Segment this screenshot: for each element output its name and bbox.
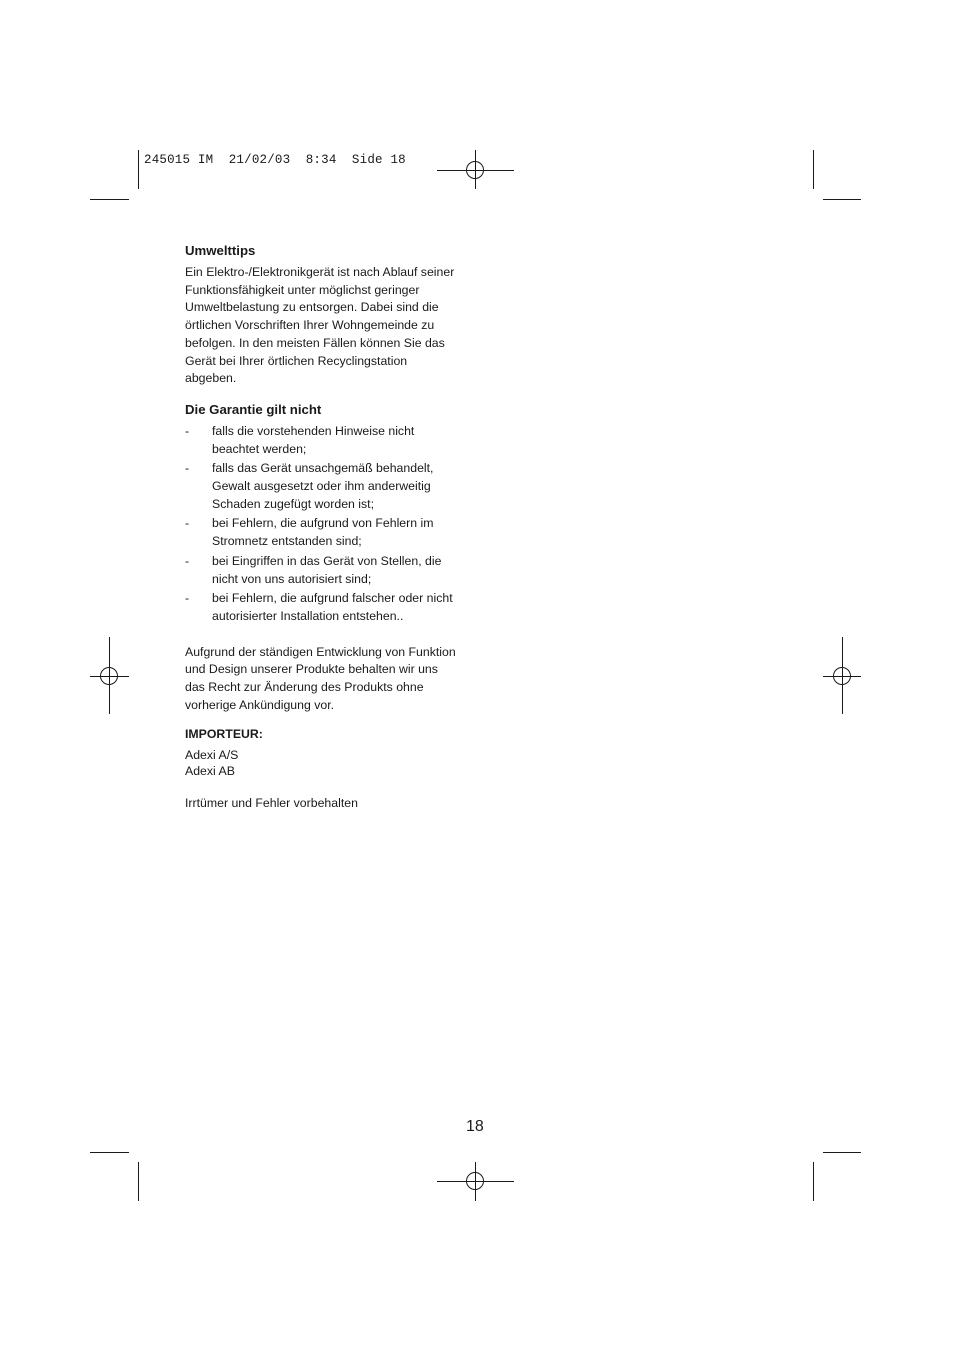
crop-mark-bottom-left-horizontal bbox=[90, 1152, 129, 1153]
crop-mark-top-right-horizontal bbox=[823, 199, 861, 200]
environment-section bbox=[185, 242, 485, 388]
warranty-section bbox=[185, 401, 485, 626]
disclaimer: Irrtümer und Fehler vorbehalten bbox=[185, 796, 358, 811]
environment-paragraph: Ein Elektro-/Elektronikgerät ist nach Ablauf seiner Funktionsfähigkeit unter möglichst geringer Umweltbelastung zu entsorgen. Dabei sind die örtlichen Vorschriften Ihrer Wohngemeinde zu befolgen. In den meisten Fällen können Sie das Gerät bei Ihrer örtlichen Recyclingstation abgeben. bbox=[185, 265, 455, 386]
list-item: - falls die vorstehenden Hinweise nicht beachtet werden; bbox=[185, 423, 415, 456]
importer-heading: IMPORTEUR: bbox=[185, 727, 263, 742]
crop-mark-top-left-vertical bbox=[138, 150, 139, 189]
importer-section bbox=[185, 726, 485, 779]
development-paragraph: Aufgrund der ständigen Entwicklung von Funktion und Design unserer Produkte behalten wir uns das Recht zur Änderung des Produkts ohne vorherige Ankündigung vor. bbox=[185, 644, 456, 712]
crop-mark-bottom-right-horizontal bbox=[823, 1152, 861, 1153]
list-item: - bei Fehlern, die aufgrund von Fehlern im Stromnetz entstanden sind; bbox=[185, 516, 434, 549]
importer-name: Adexi A/S bbox=[185, 748, 239, 763]
list-item: - bei Fehlern, die aufgrund falscher oder nicht autorisierter Installation entstehen.. bbox=[185, 591, 453, 623]
crop-mark-top-left-horizontal bbox=[90, 199, 129, 200]
crop-mark-bottom-left-vertical bbox=[138, 1162, 139, 1201]
crop-mark-bottom-right-vertical bbox=[813, 1162, 814, 1201]
crop-mark-top-right-vertical bbox=[813, 150, 814, 189]
environment-heading: Umwelttips bbox=[185, 243, 256, 258]
warranty-heading: Die Garantie gilt nicht bbox=[185, 401, 322, 417]
page-content bbox=[185, 242, 485, 813]
list-item: - bei Eingriffen in das Gerät von Stellen, die nicht von uns autorisiert sind; bbox=[185, 553, 442, 586]
page-number: 18 bbox=[466, 1118, 484, 1135]
print-slug: 245015 IM 21/02/03 8:34 Side 18 bbox=[144, 153, 406, 167]
importer-name: Adexi AB bbox=[185, 764, 235, 779]
list-item: - falls das Gerät unsachgemäß behandelt, Gewalt ausgesetzt oder ihm anderweitig Schaden zugefügt worden ist; bbox=[185, 461, 434, 511]
warranty-list bbox=[185, 423, 485, 626]
